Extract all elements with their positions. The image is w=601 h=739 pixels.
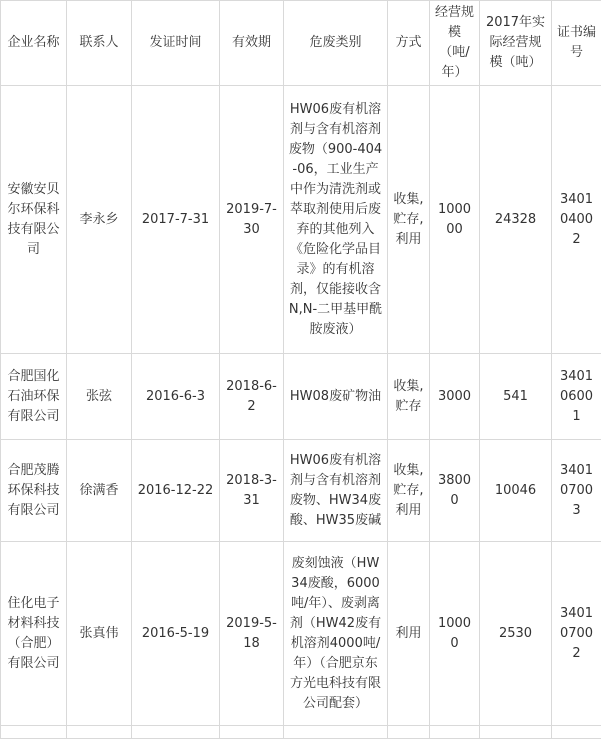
header-category: 危废类别: [284, 1, 388, 86]
cert-no-cell: 340104002: [552, 86, 601, 354]
empty-cell: [480, 726, 552, 739]
header-contact: 联系人: [67, 1, 132, 86]
table-row: [1, 354, 601, 440]
valid-until-cell: 2019-7-30: [220, 86, 284, 354]
table-row: [1, 542, 601, 726]
cert-no-cell: 340107002: [552, 542, 601, 726]
issue-date-cell: 2016-12-22: [132, 440, 220, 542]
company-cell: 住化电子材料科技（合肥）有限公司: [1, 542, 67, 726]
empty-cell: [430, 726, 480, 739]
capacity-cell: 10000: [430, 542, 480, 726]
empty-cell: [220, 726, 284, 739]
valid-until-cell: 2018-3-31: [220, 440, 284, 542]
actual-2017-cell: 24328: [480, 86, 552, 354]
table-row: [1, 86, 601, 354]
empty-cell: [284, 726, 388, 739]
category-cell: HW06废有机溶剂与含有机溶剂废物、HW34废酸、HW35废碱: [284, 440, 388, 542]
header-method: 方式: [388, 1, 430, 86]
empty-cell: [388, 726, 430, 739]
header-row: [1, 1, 601, 86]
empty-cell: [1, 726, 67, 739]
method-cell: 收集,贮存,利用: [388, 440, 430, 542]
header-valid-until: 有效期: [220, 1, 284, 86]
valid-until-cell: 2019-5-18: [220, 542, 284, 726]
contact-cell: 徐满香: [67, 440, 132, 542]
actual-2017-cell: 2530: [480, 542, 552, 726]
company-cell: 安徽安贝尔环保科技有限公司: [1, 86, 67, 354]
actual-2017-cell: 541: [480, 354, 552, 440]
empty-cell: [552, 726, 601, 739]
capacity-cell: 3000: [430, 354, 480, 440]
empty-cell: [67, 726, 132, 739]
method-cell: 收集,贮存,利用: [388, 86, 430, 354]
method-cell: 利用: [388, 542, 430, 726]
cert-no-cell: 340107003: [552, 440, 601, 542]
company-cell: 合肥茂腾环保科技有限公司: [1, 440, 67, 542]
issue-date-cell: 2016-6-3: [132, 354, 220, 440]
category-cell: HW08废矿物油: [284, 354, 388, 440]
header-actual-2017: 2017年实际经营规模（吨）: [480, 1, 552, 86]
valid-until-cell: 2018-6-2: [220, 354, 284, 440]
header-company: 企业名称: [1, 1, 67, 86]
issue-date-cell: 2016-5-19: [132, 542, 220, 726]
table-row: [1, 440, 601, 542]
category-cell: HW06废有机溶剂与含有机溶剂废物（900-404-06，工业生产中作为清洗剂或萃取剂使用后废弃的其他列入《危险化学品目录》的有机溶剂，仅能接收含N,N-二甲基甲酰胺废液）: [284, 86, 388, 354]
cert-no-cell: 340106001: [552, 354, 601, 440]
method-cell: 收集,贮存: [388, 354, 430, 440]
header-issue-date: 发证时间: [132, 1, 220, 86]
header-capacity: 经营规模（吨/年）: [430, 1, 480, 86]
empty-cell: [132, 726, 220, 739]
contact-cell: 张真伟: [67, 542, 132, 726]
contact-cell: 张弦: [67, 354, 132, 440]
issue-date-cell: 2017-7-31: [132, 86, 220, 354]
table-continuation-row: [1, 726, 601, 739]
contact-cell: 李永乡: [67, 86, 132, 354]
capacity-cell: 38000: [430, 440, 480, 542]
actual-2017-cell: 10046: [480, 440, 552, 542]
header-cert-no: 证书编号: [552, 1, 601, 86]
capacity-cell: 100000: [430, 86, 480, 354]
category-cell: 废刻蚀液（HW34废酸，6000吨/年）、废剥离剂（HW42废有机溶剂4000吨/年）（合肥京东方光电科技有限公司配套）: [284, 542, 388, 726]
company-cell: 合肥国化石油环保有限公司: [1, 354, 67, 440]
